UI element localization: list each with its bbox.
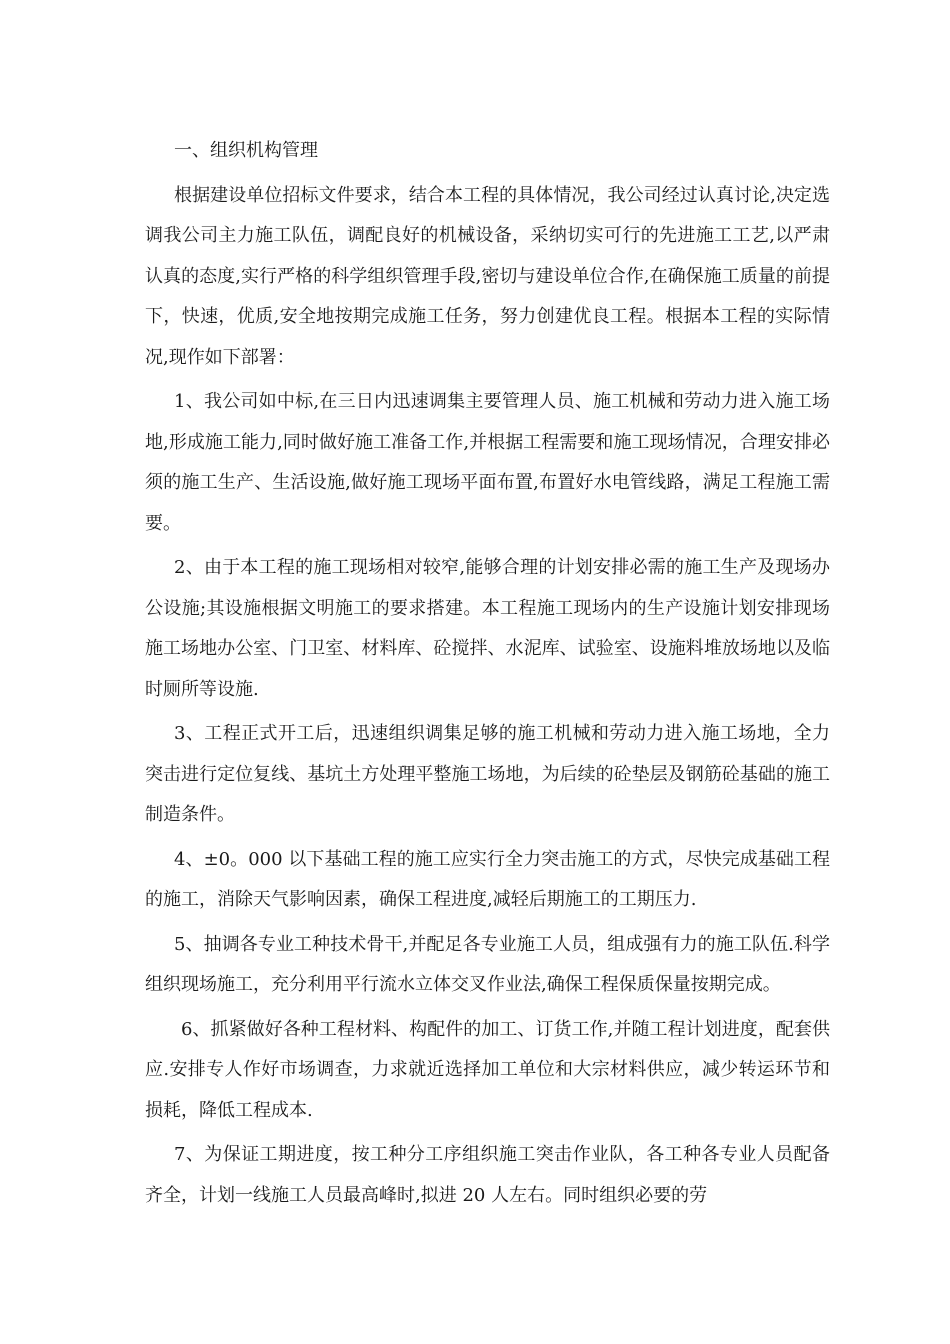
document-body — [145, 131, 830, 1216]
paragraph-item-3: 3、工程正式开工后，迅速组织调集足够的施工机械和劳动力进入施工场地，全力突击进行定位复线、基坑土方处理平整施工场地，为后续的砼垫层及钢筋砼基础的施工制造条件。 — [145, 723, 830, 825]
paragraph-item-2: 2、由于本工程的施工现场相对较窄,能够合理的计划安排必需的施工生产及现场办公设施;其设施根据文明施工的要求搭建。本工程施工现场内的生产设施计划安排现场施工场地办公室、门卫室、材料库、砼搅拌、水泥库、试验室、设施料堆放场地以及临时厕所等设施. — [145, 557, 830, 700]
paragraph-item-1: 1、我公司如中标,在三日内迅速调集主要管理人员、施工机械和劳动力进入施工场地,形成施工能力,同时做好施工准备工作,并根据工程需要和施工现场情况，合理安排必须的施工生产、生活设施,做好施工现场平面布置,布置好水电管线路，满足工程施工需要。 — [145, 391, 830, 534]
paragraph-item-7: 7、为保证工期进度，按工种分工序组织施工突击作业队，各工种各专业人员配备齐全，计划一线施工人员最高峰时,拟进 20 人左右。同时组织必要的劳 — [145, 1144, 830, 1206]
paragraph-item-6: 6、抓紧做好各种工程材料、构配件的加工、订货工作,并随工程计划进度，配套供应.安排专人作好市场调查，力求就近选择加工单位和大宗材料供应，减少转运环节和损耗，降低工程成本. — [145, 1018, 830, 1121]
paragraph-item-4: 4、±0。000 以下基础工程的施工应实行全力突击施工的方式，尽快完成基础工程的施工，消除天气影响因素，确保工程进度,减轻后期施工的工期压力. — [145, 848, 830, 910]
section-heading: 一、组织机构管理 — [174, 140, 318, 161]
paragraph-item-5: 5、抽调各专业工种技术骨干,并配足各专业施工人员，组成强有力的施工队伍.科学组织现场施工，充分利用平行流水立体交叉作业法,确保工程保质保量按期完成。 — [145, 933, 830, 995]
paragraph-intro: 根据建设单位招标文件要求，结合本工程的具体情况，我公司经过认真讨论,决定选调我公司主力施工队伍，调配良好的机械设备，采纳切实可行的先进施工工艺,以严肃认真的态度,实行严格的科学组织管理手段,密切与建设单位合作,在确保施工质量的前提下，快速，优质,安全地按期完成施工任务，努力创建优良工程。根据本工程的实际情况,现作如下部署： — [145, 184, 830, 368]
